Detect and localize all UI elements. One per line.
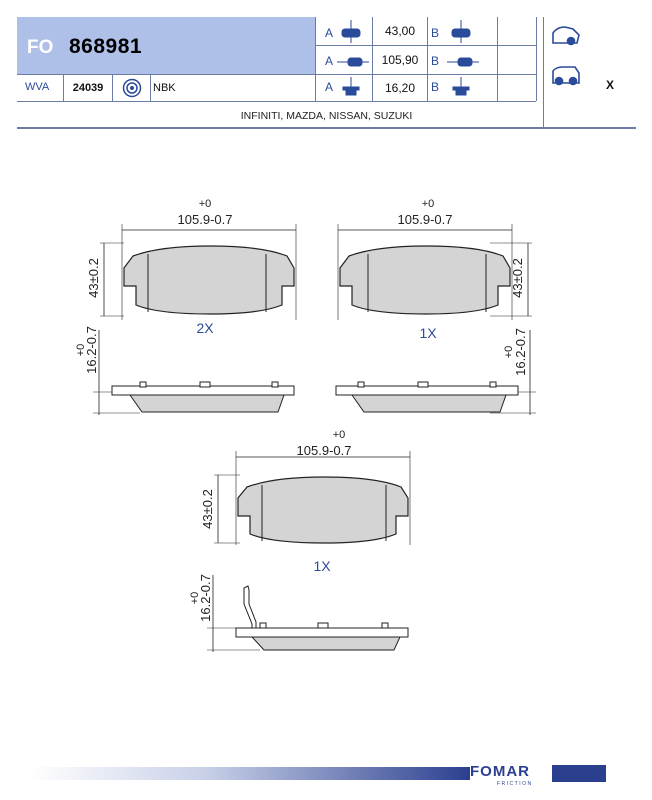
- wva-label: WVA: [25, 81, 50, 93]
- thickness-dimension: 16.2-0.7: [513, 328, 528, 376]
- width-tolerance: +0: [198, 198, 212, 210]
- vehicle-makes: INFINITI, MAZDA, NISSAN, SUZUKI: [240, 110, 413, 122]
- width-dimension: 105.9-0.7: [397, 212, 453, 227]
- thickness-tolerance: +0: [75, 343, 87, 357]
- width-tolerance: +0: [332, 429, 346, 441]
- pad-side-view-1: [93, 330, 294, 415]
- quantity-label: 2X: [196, 320, 214, 336]
- thickness-tolerance: +0: [189, 591, 201, 605]
- width-dimension: 105.9-0.7: [177, 212, 233, 227]
- dim-b-label: B: [431, 54, 440, 68]
- pad-top-view-1: [100, 224, 296, 320]
- dim-b-label: B: [431, 26, 440, 40]
- rear-axle-mark: X: [606, 78, 615, 92]
- quantity-label: 1X: [419, 325, 437, 341]
- dim-value: 43,00: [384, 24, 416, 38]
- dim-b-label: B: [431, 80, 440, 94]
- thickness-dimension: 16.2-0.7: [198, 574, 213, 622]
- wva-number: 24039: [72, 82, 104, 94]
- pad-side-view-2: [336, 330, 536, 415]
- dim-value: 16,20: [384, 81, 416, 95]
- pad-top-view-2: [338, 224, 532, 320]
- width-dimension: 105.9-0.7: [296, 443, 352, 458]
- pad-side-view-3: [207, 575, 408, 652]
- part-number: 868981: [69, 35, 143, 58]
- dim-value: 105,90: [381, 53, 419, 67]
- dim-a-label: A: [325, 54, 334, 68]
- fomar-logo: FOMAR: [470, 763, 530, 780]
- logo-bar: [552, 765, 606, 782]
- height-dimension: 43±0.2: [86, 258, 101, 298]
- pad-top-view-3: [214, 451, 410, 545]
- thickness-dimension: 16.2-0.7: [84, 326, 99, 374]
- quantity-label: 1X: [313, 558, 331, 574]
- brand-prefix: FO: [27, 37, 54, 58]
- dim-a-label: A: [325, 80, 334, 94]
- height-dimension: 43±0.2: [510, 258, 525, 298]
- thickness-tolerance: +0: [503, 345, 515, 359]
- manufacturer: NBK: [153, 82, 176, 94]
- footer-gradient-bar: [30, 767, 470, 780]
- dim-a-label: A: [325, 26, 334, 40]
- fomar-logo-sub: FRICTION: [497, 781, 533, 787]
- height-dimension: 43±0.2: [200, 489, 215, 529]
- width-tolerance: +0: [421, 198, 435, 210]
